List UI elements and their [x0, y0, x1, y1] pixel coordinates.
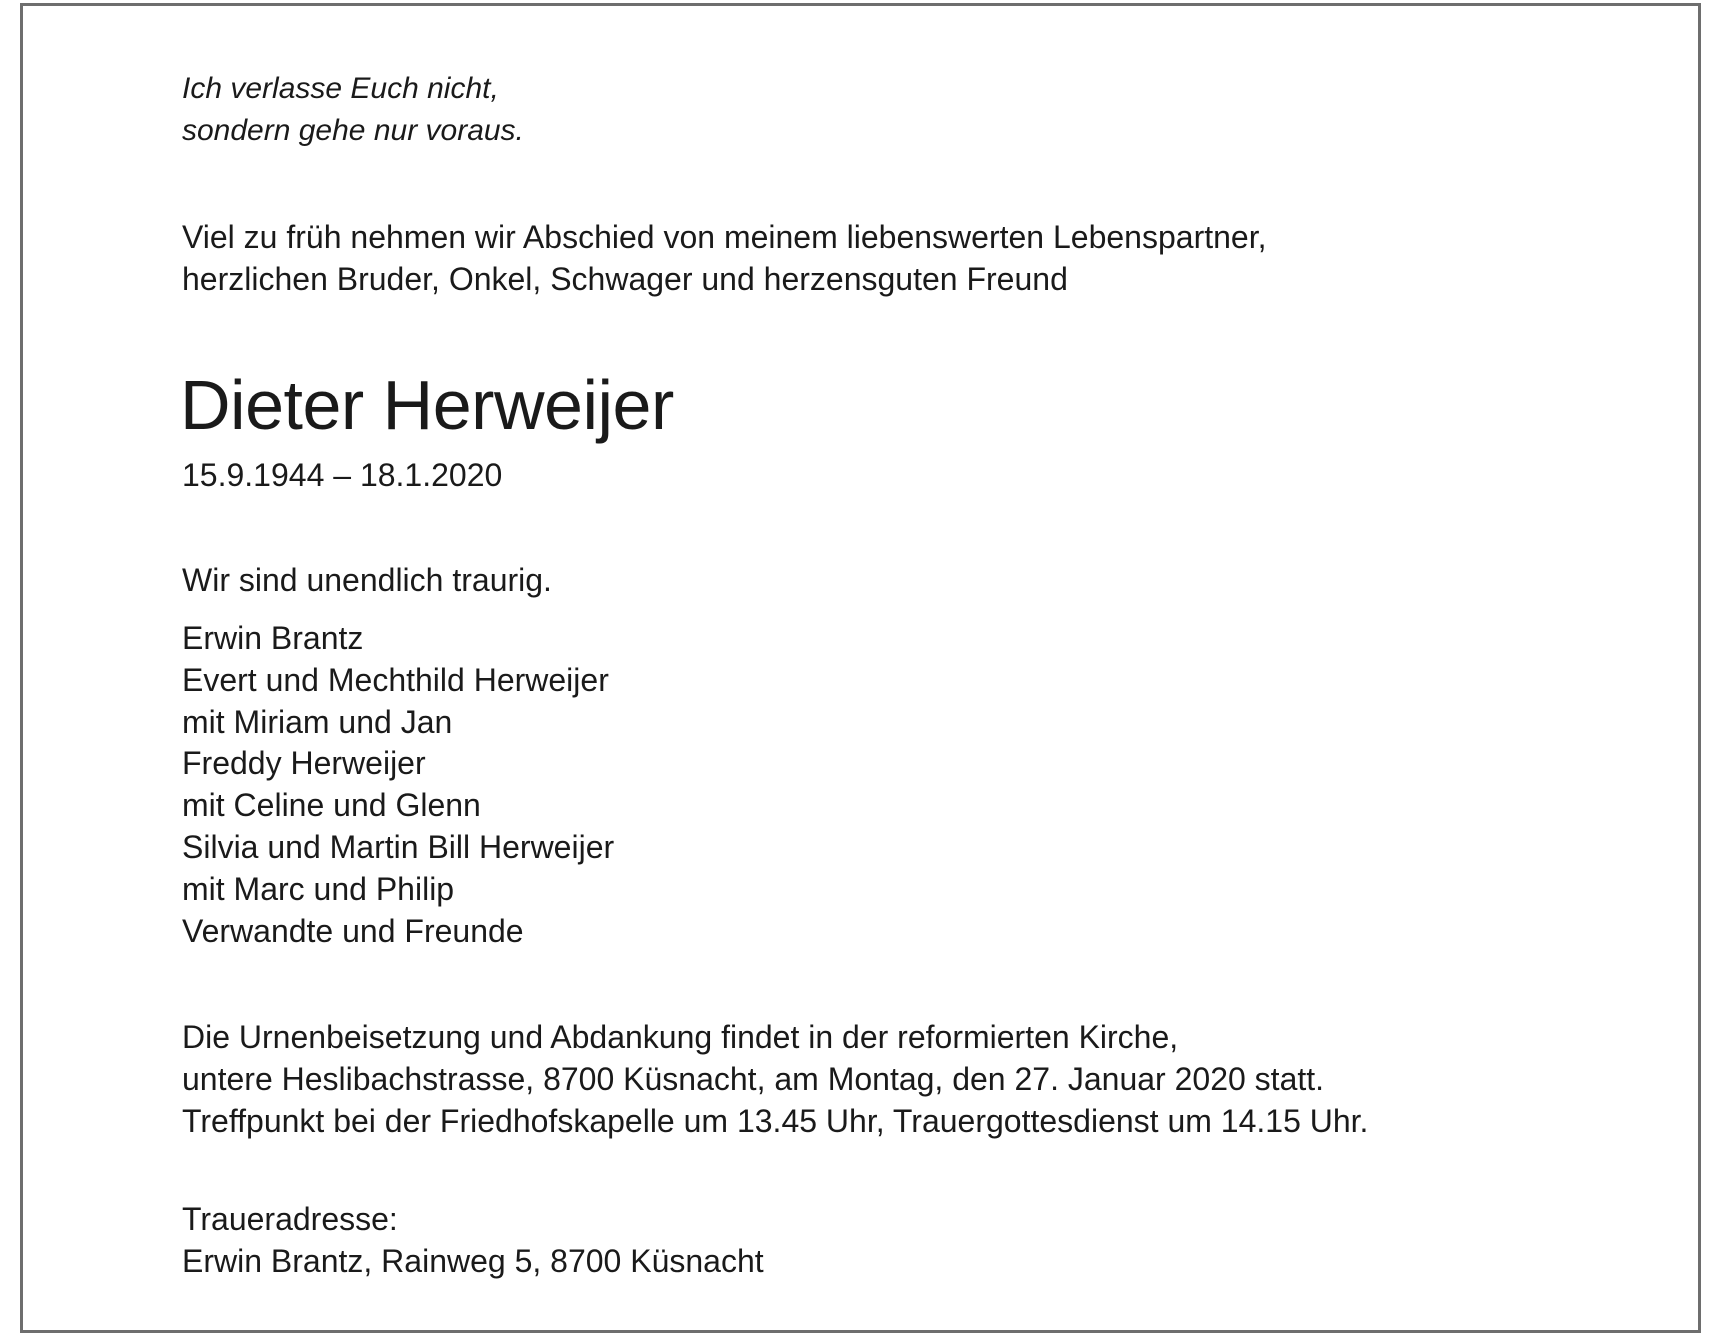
life-dates: 15.9.1944 – 18.1.2020 — [182, 457, 503, 493]
motto-quote — [182, 68, 524, 152]
motto-line-2: sondern gehe nur voraus. — [182, 114, 524, 147]
intro-line-1: Viel zu früh nehmen wir Abschied von meinem liebenswerten Lebenspartner, — [182, 219, 1267, 255]
deceased-name: Dieter Herweijer — [180, 366, 674, 444]
sadness-statement: Wir sind unendlich traurig. — [182, 562, 552, 598]
intro-line-2: herzlichen Bruder, Onkel, Schwager und herzensguten Freund — [182, 261, 1068, 297]
service-line-1: Die Urnenbeisetzung und Abdankung findet in der reformierten Kirche, — [182, 1019, 1179, 1055]
mourner-item: Freddy Herweijer — [182, 745, 426, 782]
service-details — [182, 1016, 1368, 1142]
mourner-item: Evert und Mechthild Herweijer — [182, 661, 609, 698]
mourning-address — [182, 1198, 764, 1282]
mourner-item: mit Miriam und Jan — [182, 703, 453, 740]
mourner-item: Erwin Brantz — [182, 620, 364, 656]
address-label: Traueradresse: — [182, 1201, 398, 1237]
service-line-3: Treffpunkt bei der Friedhofskapelle um 13.45 Uhr, Trauergottesdienst um 14.15 Uhr. — [182, 1103, 1369, 1139]
mourners-list — [182, 618, 614, 952]
obituary-frame — [20, 3, 1701, 1333]
address-value: Erwin Brantz, Rainweg 5, 8700 Küsnacht — [182, 1243, 764, 1279]
motto-line-1: Ich verlasse Euch nicht, — [182, 72, 499, 105]
mourner-item: Silvia und Martin Bill Herweijer — [182, 828, 615, 865]
mourner-item: mit Marc und Philip — [182, 870, 455, 907]
service-line-2: untere Heslibachstrasse, 8700 Küsnacht, am Montag, den 27. Januar 2020 statt. — [182, 1061, 1325, 1097]
mourner-item: mit Celine und Glenn — [182, 787, 481, 824]
intro-text — [182, 216, 1266, 300]
mourner-item: Verwandte und Freunde — [182, 912, 524, 949]
